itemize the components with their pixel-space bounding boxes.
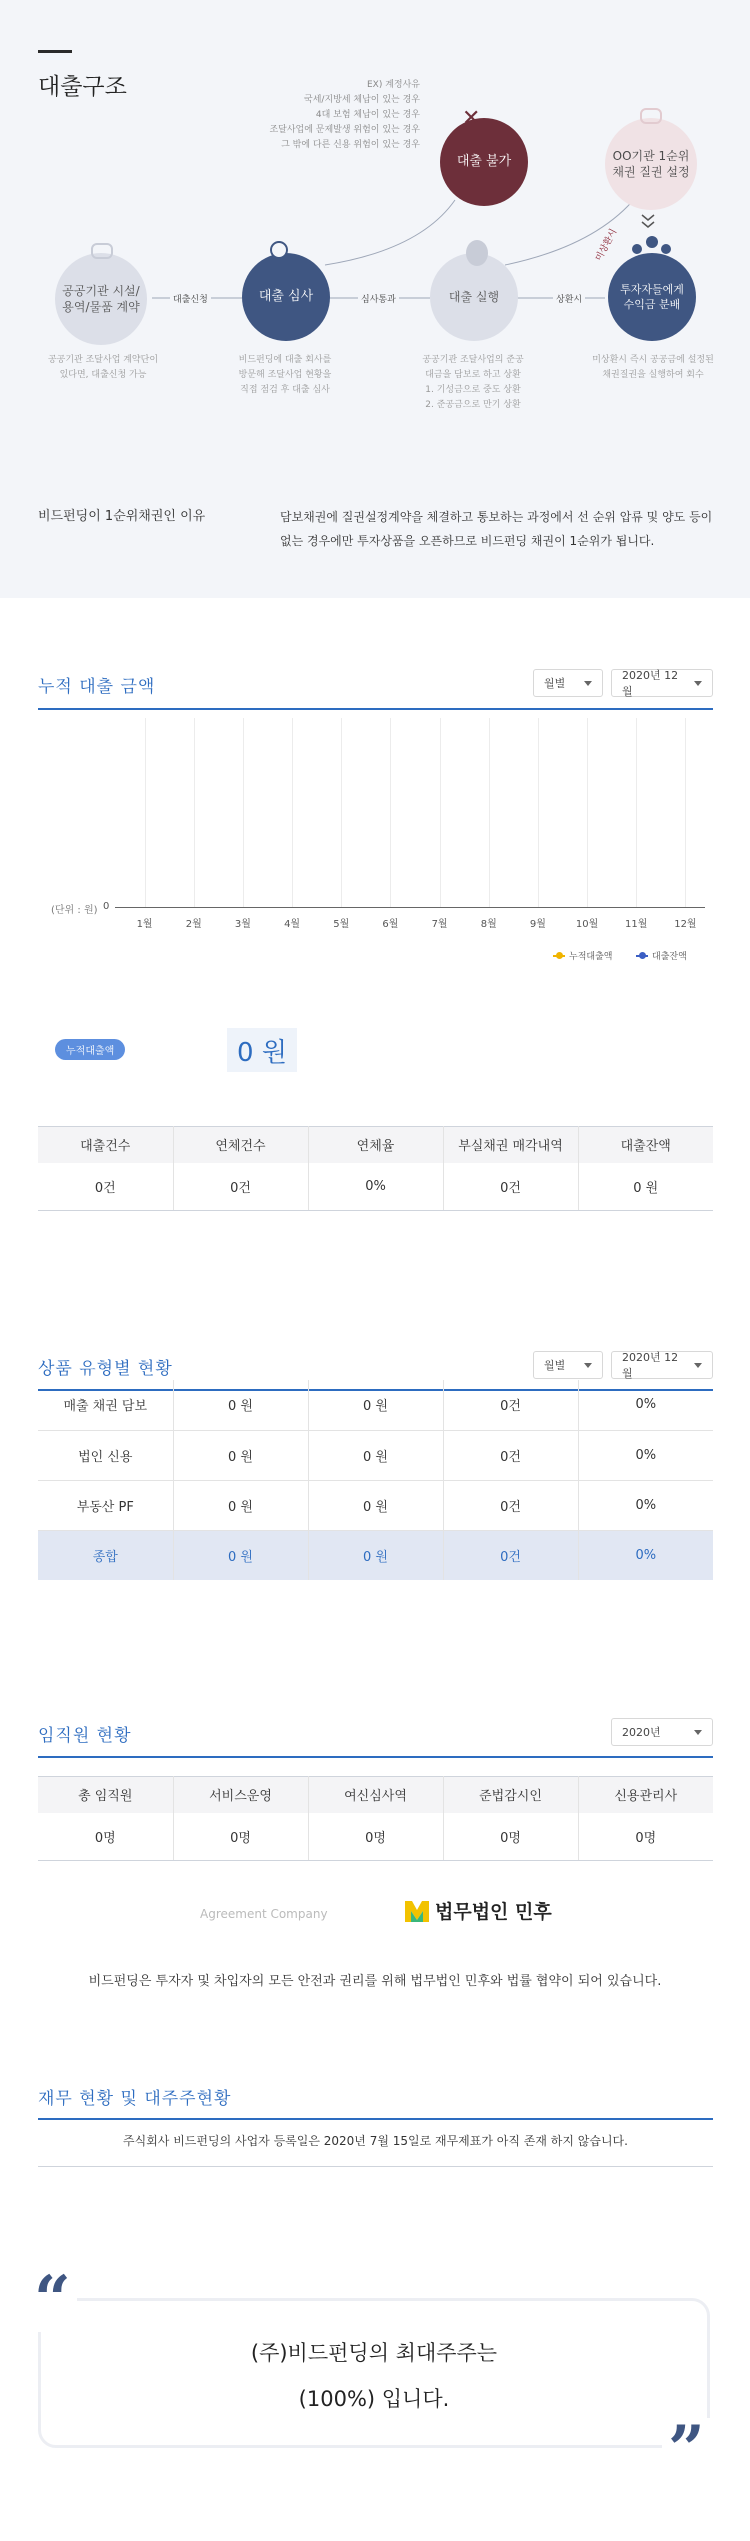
th-total-staff: 총 임직원 [38,1777,173,1813]
desc-review: 비드펀딩에 대출 회사를 방문해 조달사업 현황을 직접 점검 후 대출 심사 [238,355,332,395]
products-title: 상품 유형별 현황 [38,1359,173,1379]
grid-line [685,718,686,907]
cell: 0% [578,1530,713,1580]
year-select-value: 2020년 [622,1726,661,1739]
x-tick-label: 7월 [431,919,448,930]
legend-balance-label: 대출잔액 [652,952,687,962]
x-tick-label: 8월 [480,919,497,930]
grid-line [489,718,490,907]
table-row [38,1163,713,1211]
link-pass: 심사통과 [358,292,399,305]
year-select[interactable] [611,1718,713,1746]
cell: 종합 [38,1530,173,1580]
th-compliance: 준법감시인 [443,1777,578,1813]
staff-title-underline [38,1756,713,1758]
th-credit-review: 여신심사역 [308,1777,443,1813]
cell: 0% [578,1380,713,1430]
th-overdue-rate: 연체율 [308,1127,443,1163]
link-apply: 대출신청 [170,292,211,305]
cell: 0건 [443,1430,578,1480]
period-select-value: 월별 [544,677,566,690]
month-select[interactable] [611,669,713,697]
chevron-down-icon [584,681,592,686]
grid-line [292,718,293,907]
grid-line [636,718,637,907]
loan-structure-section [0,0,750,598]
x-tick-label: 1월 [136,919,153,930]
law-firm-logo-text: 법무법인 민후 [435,1901,552,1923]
legend-dot-yellow [553,955,565,957]
staff-table [38,1776,713,1861]
x-tick-label: 10월 [575,919,599,930]
cell: 0건 [173,1163,308,1211]
cell: 0건 [38,1163,173,1211]
cell: 0 원 [173,1530,308,1580]
cell: 부동산 PF [38,1480,173,1530]
grid-line [145,718,146,907]
cell: 0건 [443,1530,578,1580]
products-period-select[interactable] [533,1351,603,1379]
law-firm-logo [403,1897,552,1924]
node-rejected: 대출 불가 [440,118,528,206]
table-row-total [38,1530,713,1580]
bow-icon [91,243,113,259]
finance-title-underline [38,2118,713,2120]
grid-line [587,718,588,907]
products-table [38,1380,713,1580]
cell: 0명 [38,1813,173,1861]
desc-executed: 공공기관 조달사업의 준공 대금을 담보로 하고 상환 1. 기성금으로 중도 상환 2. 준공금으로 만기 상환 [422,355,524,410]
th-loan-balance: 대출잔액 [578,1127,713,1163]
cell: 0 원 [578,1163,713,1211]
cell: 0 원 [308,1530,443,1580]
x-tick-label: 9월 [529,919,546,930]
cumulative-title-underline [38,708,713,710]
cell: 매출 채권 담보 [38,1380,173,1430]
cell: 0 원 [173,1430,308,1480]
cell: 0건 [443,1163,578,1211]
grid-line [538,718,539,907]
cell: 0명 [173,1813,308,1861]
cell: 0% [308,1163,443,1211]
cell: 0 원 [308,1380,443,1430]
magnifier-icon [270,241,288,259]
chevron-down-icon [584,1363,592,1368]
x-tick-label: 12월 [674,919,697,930]
th-credit-manager: 신용관리사 [578,1777,713,1813]
grid-line [194,718,195,907]
cell: 0 원 [173,1480,308,1530]
agreement-note: 비드펀딩은 투자자 및 차입자의 모든 안전과 권리를 위해 법무법인 민후와 법률 협약이 되어 있습니다. [88,1974,662,1989]
shareholder-quote [38,2330,710,2422]
node-review: 대출 심사 [242,253,330,341]
month-select-value: 2020년 12월 [622,669,679,698]
node-priority-lien: OO기관 1순위 채권 질권 설정 [605,118,697,210]
agreement-label: Agreement Company [200,1907,328,1921]
cell: 0명 [443,1813,578,1861]
x-tick-label: 11월 [625,919,648,930]
period-select[interactable] [533,669,603,697]
cell: 0명 [308,1813,443,1861]
summary-table [38,1126,713,1211]
cell: 0건 [443,1480,578,1530]
table-row [38,1430,713,1480]
cumulative-total: 0 원 [227,1028,297,1072]
people-icon [628,236,676,260]
cell: 0건 [443,1380,578,1430]
desc-rejected: EX) 계정사유 국세/지방세 체납이 있는 경우 4대 보험 체납이 있는 경우 조달사업에 문제발생 위험이 있는 경우 그 밖에 다른 신용 위험이 있는 경우 [269,80,420,150]
grid-line [440,718,441,907]
table-row [38,1480,713,1530]
legend-cumulative-label: 누적대출액 [569,952,613,962]
cell: 0 원 [173,1380,308,1430]
products-month-value: 2020년 12월 [622,1351,679,1380]
staff-title: 임직원 현황 [38,1726,132,1746]
why-priority-label: 비드펀딩이 1순위채권인 이유 [38,509,206,524]
x-tick-label: 6월 [382,919,399,930]
chevron-down-icon [694,681,702,686]
node-public-contract: 공공기관 시설/ 용역/물품 계약 [55,253,147,345]
chart-unit-label: (단위 : 원) [51,905,98,916]
why-priority-text: 담보채권에 질권설정계약을 체결하고 통보하는 과정에서 선 순위 압류 및 양도 등이 없는 경우에만 투자상품을 오픈하므로 비드펀딩 채권이 1순위가 됩니다. [280,510,713,548]
close-quote-icon: ” [662,2418,711,2482]
table-row [38,1380,713,1430]
table-row [38,1813,713,1861]
cumulative-badge: 누적대출액 [55,1039,125,1060]
x-axis [115,907,705,908]
cell: 0% [578,1480,713,1530]
open-quote-icon: “ [28,2268,77,2332]
chart-y-zero: 0 [103,901,110,912]
node-executed: 대출 실행 [430,253,518,341]
link-repay: 상환시 [553,292,585,305]
cell: 0 원 [308,1430,443,1480]
cumulative-title: 누적 대출 금액 [38,677,156,697]
link-default: 미상환시 [590,223,621,265]
cross-icon: ✕ [462,106,481,131]
x-tick-label: 2월 [185,919,202,930]
chevron-down-icon [694,1730,702,1735]
quote-line-2: (100%) 입니다. [298,2387,450,2411]
x-tick-label: 3월 [234,919,251,930]
cell: 0% [578,1430,713,1480]
cell: 법인 신용 [38,1430,173,1480]
finance-divider [38,2166,713,2167]
products-period-value: 월별 [544,1359,566,1372]
structure-title: 대출구조 [38,74,127,100]
legend-dot-blue [636,955,648,957]
legend-balance [636,949,687,962]
grid-line [341,718,342,907]
finance-title: 재무 현황 및 대주주현황 [38,2089,232,2109]
th-bad-debt-sale: 부실채권 매각내역 [443,1127,578,1163]
legend-cumulative [553,949,612,962]
th-overdue-count: 연체건수 [173,1127,308,1163]
desc-public: 공공기관 조달사업 계약단이 있다면, 대출신청 가능 [47,355,159,380]
node-distribute: 투자자들에게 수익금 분배 [608,253,696,341]
money-bag-icon [466,240,488,266]
th-service-ops: 서비스운영 [173,1777,308,1813]
finance-note: 주식회사 비드펀딩의 사업자 등록일은 2020년 7월 15일로 재무제표가 아직 존재 하지 않습니다. [123,2134,628,2148]
chevron-down-icon [694,1363,702,1368]
cell: 0명 [578,1813,713,1861]
x-tick-label: 4월 [284,919,301,930]
grid-line [243,718,244,907]
grid-line [390,718,391,907]
x-tick-label: 5월 [333,919,350,930]
quote-line-1: (주)비드펀딩의 최대주주는 [250,2341,498,2365]
products-month-select[interactable] [611,1351,713,1379]
law-firm-logo-icon [403,1898,431,1924]
th-loan-count: 대출건수 [38,1127,173,1163]
cell: 0 원 [308,1480,443,1530]
bow-icon-pink [640,108,662,124]
desc-distribute: 미상환시 즉시 공공금에 설정된 채권질권을 실행하여 회수 [592,355,714,380]
